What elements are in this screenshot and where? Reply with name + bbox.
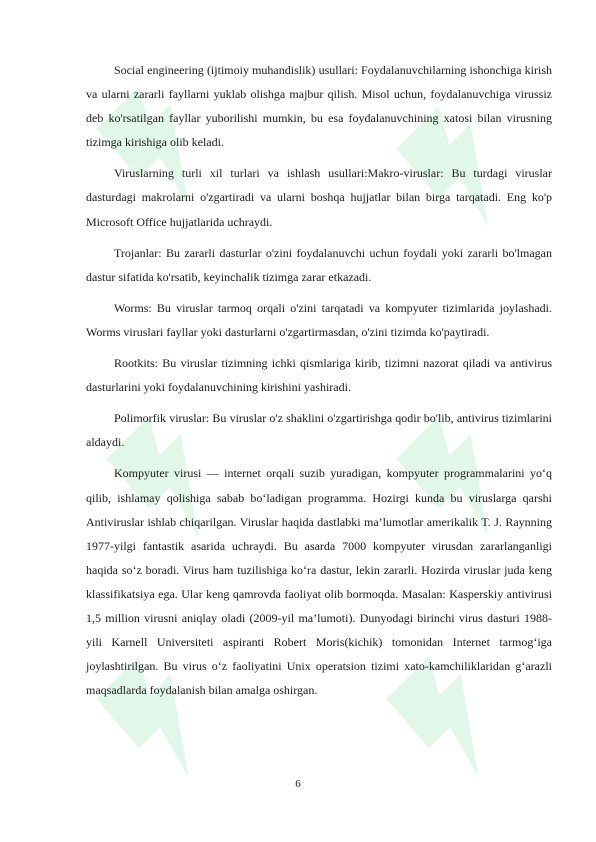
paragraph-computer-virus: Kompyuter virusi — internet orqali suzib yuradigan, kompyuter programmalarini yo‘q qilib, ishlamay qolishiga sabab bo‘ladigan programma. Hozirgi kunda bu viruslarga qarshi Antiviruslar ishlab chiqarilgan. Viruslar haqida dastlabki ma’lumotlar amerikalik T. J. Raynning 1977-yilgi fantastik asarida uchraydi. Bu asarda 7000 kompyuter virusdan zararlanganligi haqida so‘z boradi. Virus ham tuzilishiga ko‘ra dastur, lekin zararli. Hozirda viruslar juda keng klassifikatsiya ega. Ular keng qamrovda faoliyat olib bormoqda. Masalan: Kasperskiy antivirusi 1,5 million virusni aniqlay oladi (2009-yil ma’lumoti). Dunyodagi birinchi virus dasturi 1988-yili Karnell Universiteti aspiranti Robert Moris(kichik) tomonidan Internet tarmog‘iga joylashtirilgan. Bu virus o‘z faoliyatini Unix operatsion tizimi xato-kamchiliklaridan g‘arazli maqsadlarda foydalanish bilan amalga oshirgan.: [86, 466, 552, 698]
page-number: 6: [295, 778, 301, 790]
paragraph-macro-viruses: Viruslarning turli xil turlari va ishlash usullari:Makro-viruslar: Bu turdagi viruslar dasturdagi makrolarni o'zgartiradi va ularni boshqa hujjatlar bilan birga tarqatadi. Eng ko'p Microsoft Office hujjatlarida uchraydi.: [86, 166, 552, 229]
paragraph-polymorphic: Polimorfik viruslar: Bu viruslar o'z shaklini o'zgartirishga qodir bo'lib, antivirus tizimlarini aldaydi.: [86, 411, 552, 450]
paragraph-social-engineering: Social engineering (ijtimoiy muhandislik) usullari: Foydalanuvchilarning ishonchiga kirish va ularni zararli fayllarni yuklab olishga majbur qilish. Misol uchun, foydalanuvchiga virussiz deb ko'rsatilgan fayllar yuborilishi mumkin, bu esa foydalanuvchining xatosi bilan virusning tizimga kirishiga olib keladi.: [86, 63, 552, 150]
document-body: [86, 58, 552, 709]
paragraph-worms: Worms: Bu viruslar tarmoq orqali o'zini tarqatadi va kompyuter tizimlarida joylashadi. Worms viruslari fayllar yoki dasturlarni o'zgartirmasdan, o'zini tizimda ko'paytiradi.: [86, 300, 552, 339]
paragraph-rootkits: Rootkits: Bu viruslar tizimning ichki qismlariga kirib, tizimni nazorat qiladi va antivirus dasturlarini yoki foydalanuvchining kirishini yashiradi.: [86, 356, 552, 395]
paragraph-trojans: Trojanlar: Bu zararli dasturlar o'zini foydalanuvchi uchun foydali yoki zararli bo'lmagan dastur sifatida ko'rsatib, keyinchalik tizimga zarar etkazadi.: [86, 245, 552, 284]
